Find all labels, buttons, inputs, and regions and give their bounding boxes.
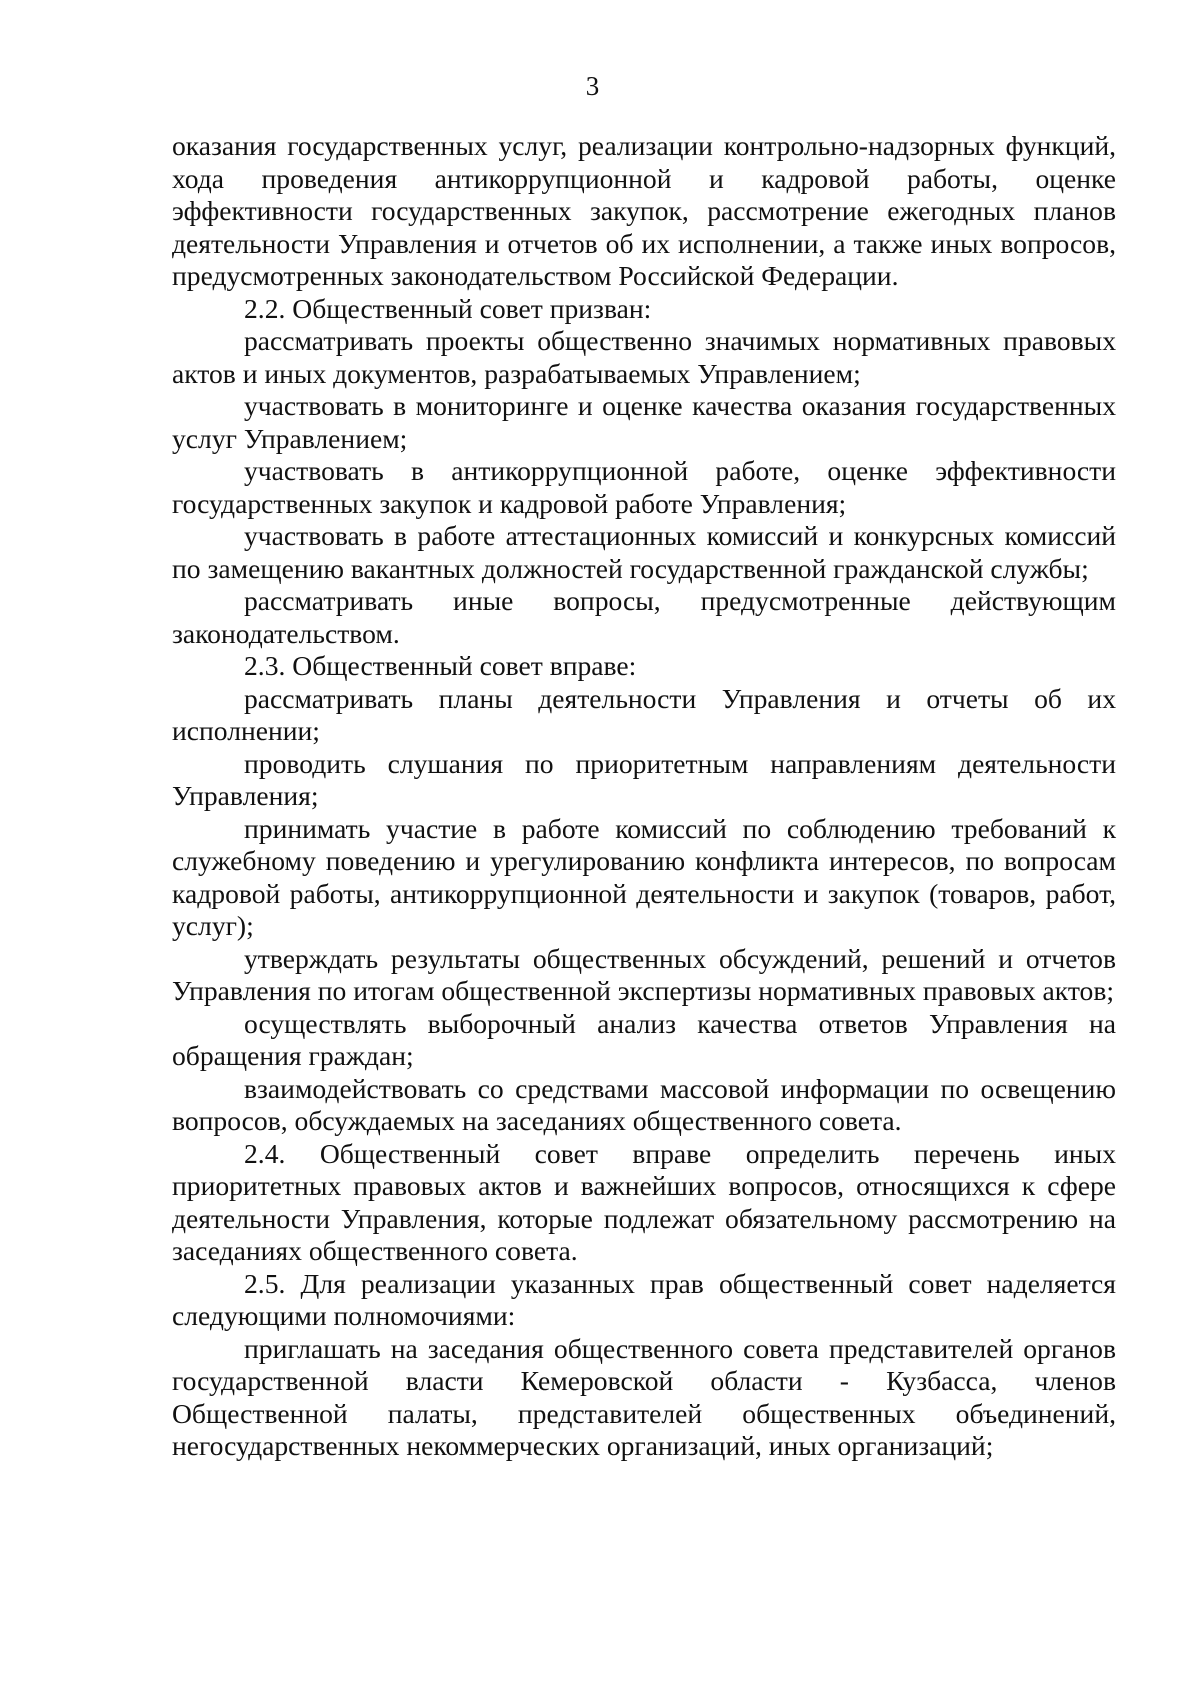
list-item-hearings: проводить слушания по приоритетным направлениям деятельности Управления; xyxy=(172,747,1116,811)
list-item-review-plans: рассматривать планы деятельности Управления и отчеты об их исполнении; xyxy=(172,682,1116,746)
paragraph-continuation: оказания государственных услуг, реализации контрольно-надзорных функций, хода проведения антикоррупционной и кадровой работы, оценке эффективности государственных закупок, рассмотрение ежегодных планов деятельности Управления и отчетов об их исполнении, а также иных вопросов, предусмотренных законодательством Российской Федерации. xyxy=(172,130,1116,291)
list-item-approve-results: утверждать результаты общественных обсуждений, решений и отчетов Управления по итогам общественной экспертизы нормативных правовых актов; xyxy=(172,942,1116,1006)
section-2-4-paragraph: 2.4. Общественный совет вправе определить перечень иных приоритетных правовых актов и важнейших вопросов, относящихся к сфере деятельности Управления, которые подлежат обязательному рассмотрению на заседаниях общественного совета. xyxy=(172,1137,1116,1266)
section-2-2-heading: 2.2. Общественный совет призван: xyxy=(244,292,652,324)
list-item-invite: приглашать на заседания общественного совета представителей органов государственной власти Кемеровской области - Кузбасса, членов Общественной палаты, представителей общественных объединений, негосударственных некоммерческих организаций, иных организаций; xyxy=(172,1332,1116,1461)
section-2-5-heading: 2.5. Для реализации указанных прав общественный совет наделяется следующими полномочиями: xyxy=(172,1267,1116,1331)
page-number: 3 xyxy=(585,71,600,101)
list-item-commissions: участвовать в работе аттестационных комиссий и конкурсных комиссий по замещению вакантных должностей государственной гражданской службы; xyxy=(172,520,1116,584)
list-item-media: взаимодействовать со средствами массовой информации по освещению вопросов, обсуждаемых на заседаниях общественного совета. xyxy=(172,1072,1116,1136)
section-2-3-heading: 2.3. Общественный совет вправе: xyxy=(244,650,637,681)
list-item-analysis: осуществлять выборочный анализ качества ответов Управления на обращения граждан; xyxy=(172,1007,1116,1071)
list-item-anticorruption: участвовать в антикоррупционной работе, оценке эффективности государственных закупок и кадровой работе Управления; xyxy=(172,455,1116,519)
list-item-monitoring: участвовать в мониторинге и оценке качества оказания государственных услуг Управлением; xyxy=(172,390,1116,454)
list-item-review-drafts: рассматривать проекты общественно значимых нормативных правовых актов и иных документов, разрабатываемых Управлением; xyxy=(172,325,1116,389)
list-item-other-questions: рассматривать иные вопросы, предусмотренные действующим законодательством. xyxy=(172,585,1116,649)
list-item-participation: принимать участие в работе комиссий по соблюдению требований к служебному поведению и урегулированию конфликта интересов, по вопросам кадровой работы, антикоррупционной деятельности и закупок (товаров, работ, услуг); xyxy=(172,812,1116,941)
document-body xyxy=(172,130,1116,1463)
